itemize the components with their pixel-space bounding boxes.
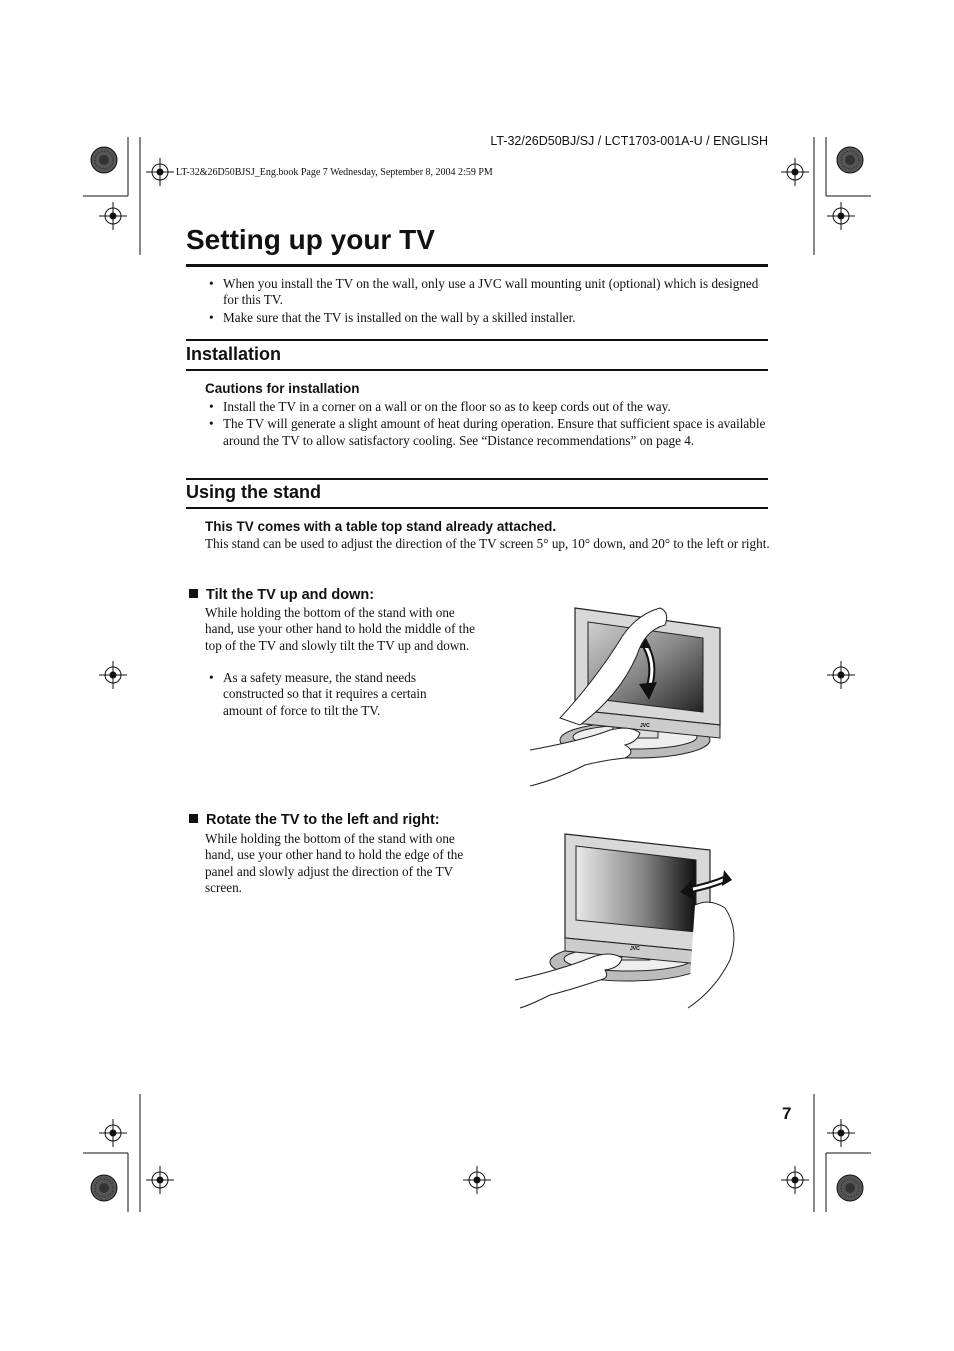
tv-logo: JVC — [640, 723, 650, 729]
section-title-stand: Using the stand — [186, 482, 322, 502]
stand-subhead: This TV comes with a table top stand already attached. — [205, 519, 557, 534]
stand-description: This stand can be used to adjust the direction of the TV screen 5° up, 10° down, and 20° to the left or right. — [205, 536, 770, 551]
tilt-description: While holding the bottom of the stand with one hand, use your other hand to hold the middle of the top of the TV and slowly tilt the TV up and down. — [205, 605, 475, 653]
tv-logo: JVC — [630, 946, 640, 952]
section-rule-top — [186, 478, 768, 480]
section-rule-top — [186, 339, 768, 341]
section-title-installation: Installation — [186, 344, 282, 364]
cautions-bullet-list — [205, 399, 770, 450]
intro-bullet-list — [205, 276, 770, 327]
list-item: • When you install the TV on the wall, only use a JVC wall mounting unit (optional) which is designed for this TV. — [205, 276, 770, 309]
rotate-description: While holding the bottom of the stand with one hand, use your other hand to hold the edge of the panel and slowly adjust the direction of the TV screen. — [205, 831, 464, 895]
tilt-illustration — [525, 600, 730, 790]
rotate-illustration — [510, 830, 745, 1015]
list-item: • The TV will generate a slight amount of heat during operation. Ensure that sufficient space is available around the TV to allow satisfactory cooling. See “Distance recommendations” on page 4. — [205, 416, 770, 449]
rotate-heading: Rotate the TV to the left and right: — [189, 812, 440, 828]
tilt-bullet-list — [205, 670, 467, 720]
tilt-heading: Tilt the TV up and down: — [189, 587, 374, 603]
book-info: LT-32&26D50BJSJ_Eng.book Page 7 Wednesday, September 8, 2004 2:59 PM — [176, 167, 493, 178]
list-item: • Install the TV in a corner on a wall or on the floor so as to keep cords out of the way. — [205, 399, 770, 415]
list-item: • As a safety measure, the stand needs constructed so that it requires a certain amount of force to tilt the TV. — [205, 670, 467, 719]
document-code: LT-32/26D50BJ/SJ / LCT1703-001A-U / ENGLISH — [490, 134, 768, 148]
square-bullet-icon — [189, 814, 198, 823]
title-rule — [186, 264, 768, 267]
section-rule-bottom — [186, 507, 768, 509]
section-rule-bottom — [186, 369, 768, 371]
page-number: 7 — [782, 1104, 792, 1123]
square-bullet-icon — [189, 589, 198, 598]
list-item: • Make sure that the TV is installed on the wall by a skilled installer. — [205, 310, 770, 326]
cautions-subhead: Cautions for installation — [205, 381, 360, 396]
page-title: Setting up your TV — [186, 224, 435, 255]
